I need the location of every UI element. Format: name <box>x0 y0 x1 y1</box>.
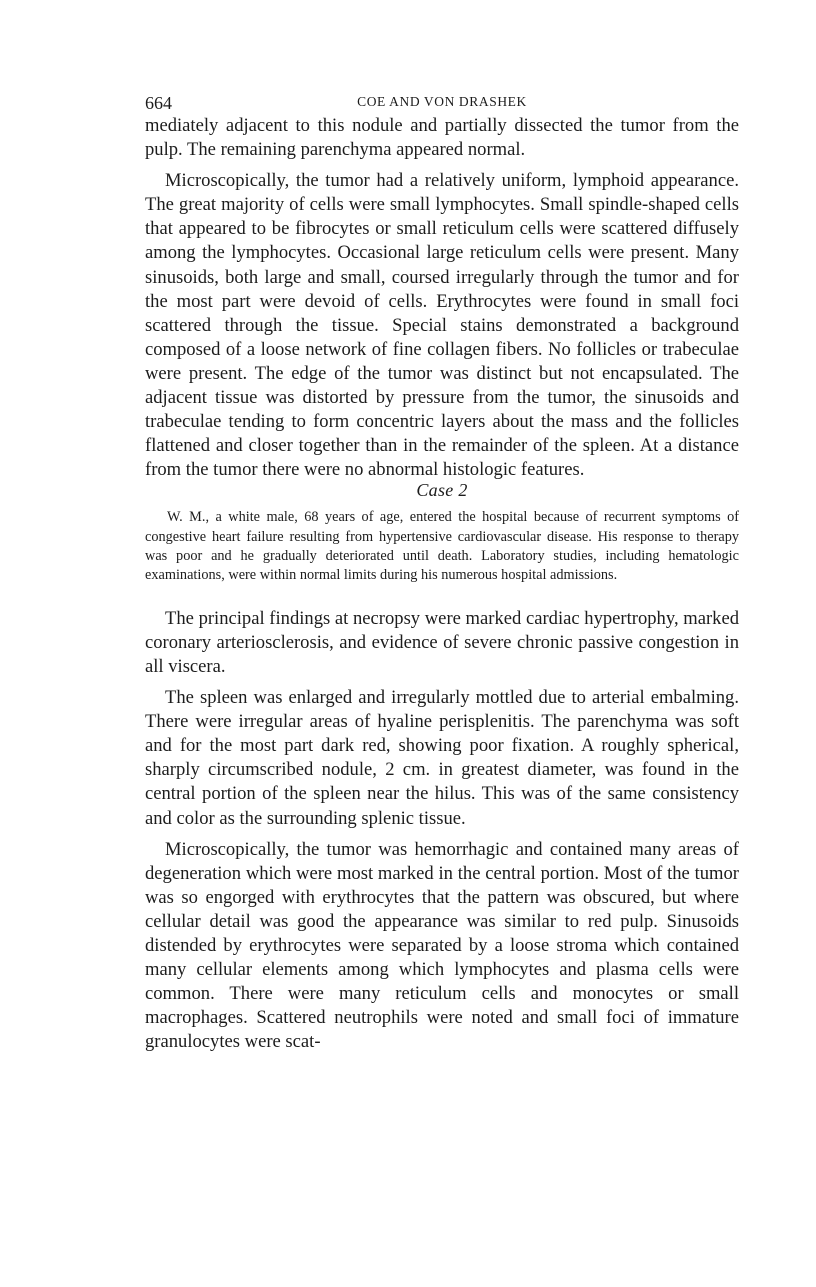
running-head <box>145 90 739 114</box>
paragraph-spleen-gross: The spleen was enlarged and irregularly mottled due to arterial embalming. There were irregular areas of hyaline perisplenitis. The parenchyma was soft and for the most part dark red, showing poor fixation. A roughly spherical, sharply circumscribed nodule, 2 cm. in greatest diameter, was found in the central portion of the spleen near the hilus. This was of the same consistency and color as the surrounding splenic tissue. <box>145 687 739 829</box>
page <box>145 90 739 1054</box>
running-title: COE AND VON DRASHEK <box>357 94 527 109</box>
paragraph-continued: mediately adjacent to this nodule and partially dissected the tumor from the pulp. The remaining parenchyma appeared normal. <box>145 115 739 161</box>
case-heading: Case 2 <box>416 480 468 501</box>
page-number: 664 <box>145 93 172 113</box>
paragraph-microscopic-case-1: Microscopically, the tumor had a relatively uniform, lymphoid appearance. The great majority of cells were small lymphocytes. Small spindle-shaped cells that appeared to be fibrocytes or small reticulum cells were scattered diffusely among the lymphocytes. Occasional large reticulum cells were present. Many sinusoids, both large and small, coursed irregularly through the tumor and for the most part were devoid of cells. Erythrocytes were found in small foci scattered through the tissue. Special stains demonstrated a background composed of a loose network of fine collagen fibers. No follicles or trabeculae were present. The edge of the tumor was distinct but not encapsulated. The adjacent tissue was distorted by pressure from the tumor, the sinusoids and trabeculae tending to form concentric layers about the mass and the follicles flattened and closer together than in the remainder of the spleen. At a distance from the tumor there were no abnormal histologic features. <box>145 170 739 481</box>
paragraph-necropsy-findings: The principal findings at necropsy were marked cardiac hypertrophy, marked coronary arteriosclerosis, and evidence of severe chronic passive congestion in all viscera. <box>145 607 739 677</box>
paragraph-microscopic-case-2: Microscopically, the tumor was hemorrhagic and contained many areas of degeneration which were most marked in the central portion. Most of the tumor was so engorged with erythrocytes that the pattern was obscured, but where cellular detail was good the appearance was similar to red pulp. Sinusoids distended by erythrocytes were separated by a loose stroma which contained many cellular elements among which lymphocytes and plasma cells were common. There were many reticulum cells and monocytes or small macrophages. Scattered neutrophils were noted and small foci of immature granulocytes were scat- <box>145 838 739 1053</box>
case-summary: W. M., a white male, 68 years of age, entered the hospital because of recurrent symptoms of congestive heart failure resulting from hypertensive cardiovascular disease. His response to therapy was poor and he gradually deteriorated until death. Laboratory studies, including hematologic examinations, were within normal limits during his numerous hospital admissions. <box>145 509 739 583</box>
